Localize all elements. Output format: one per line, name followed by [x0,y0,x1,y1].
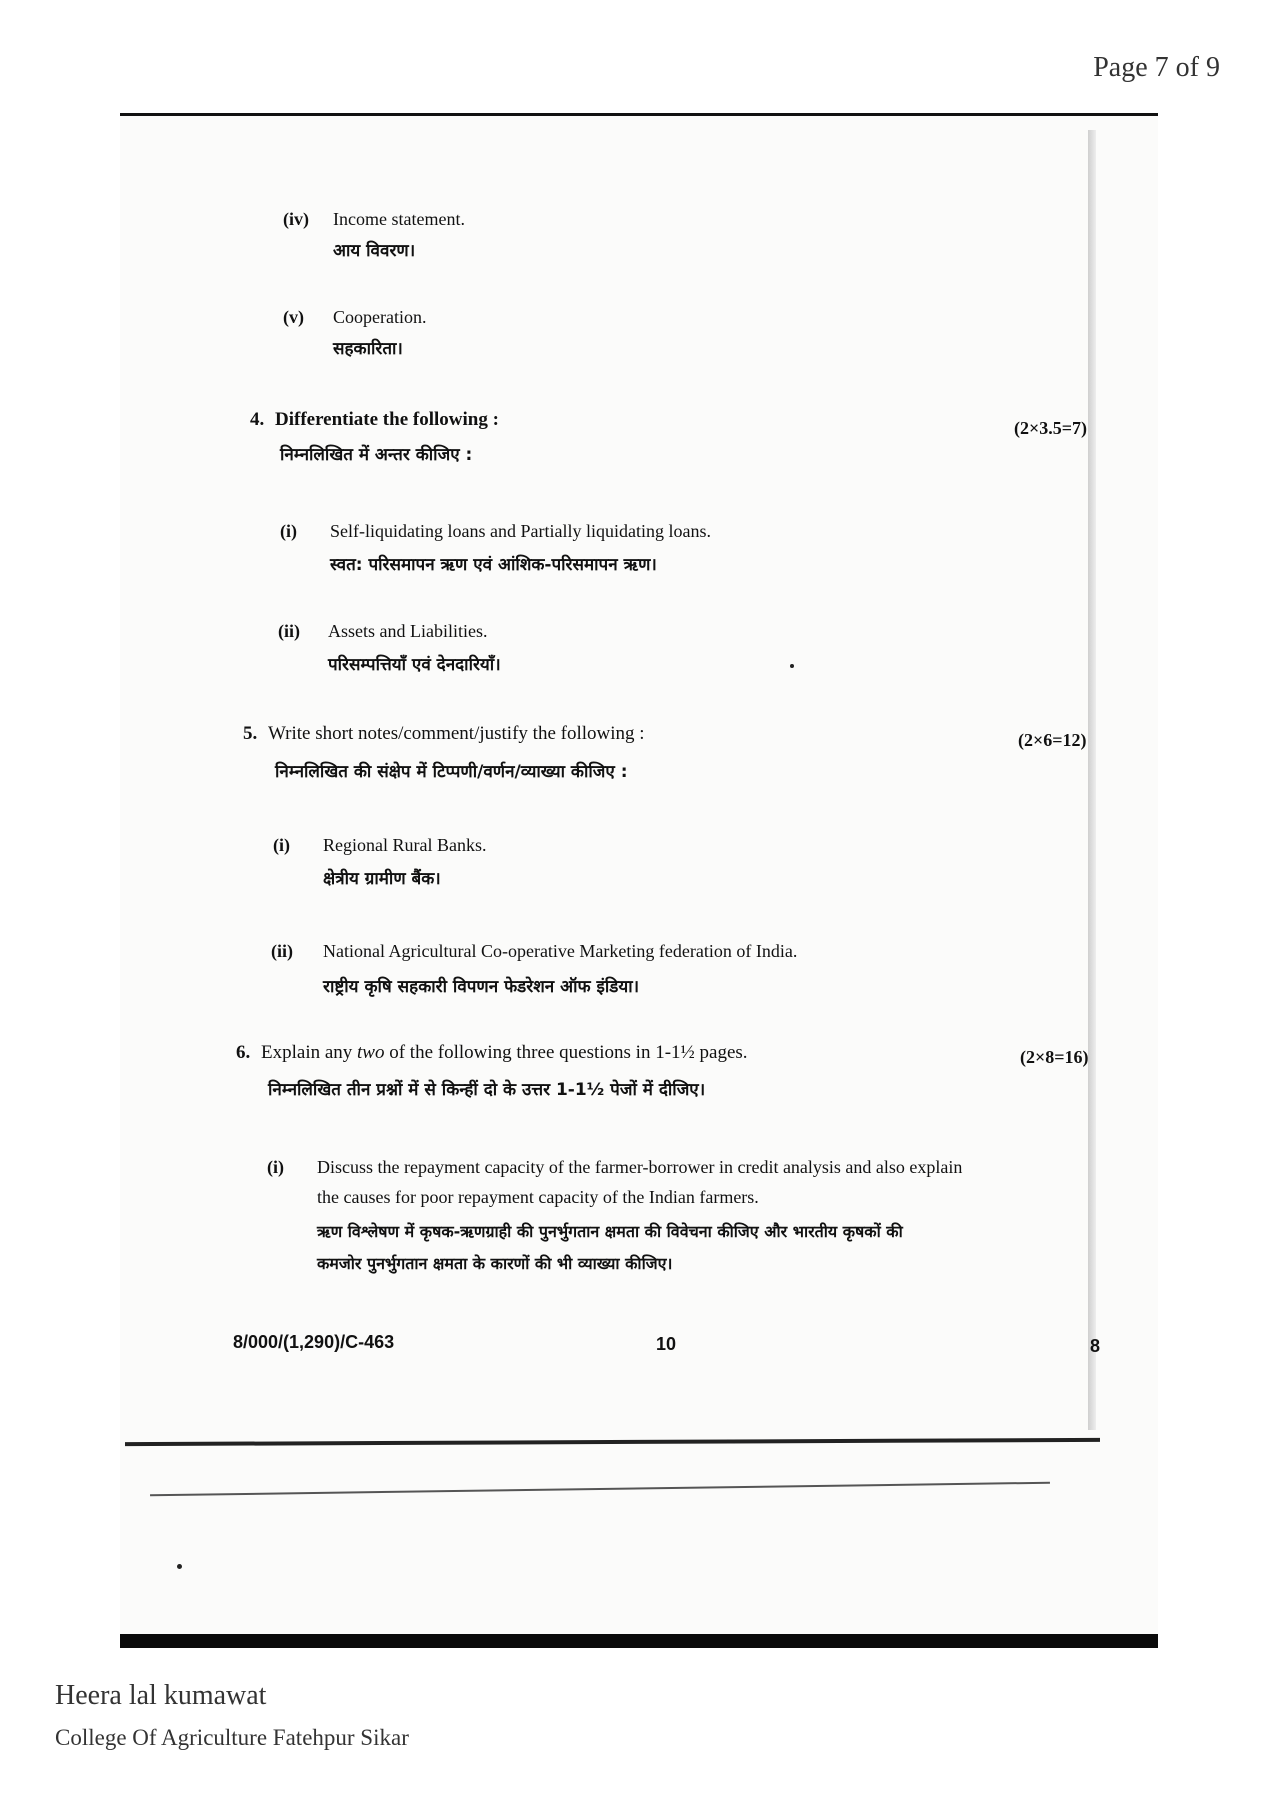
sub-text-en: National Agricultural Co-operative Marketing federation of India. [323,941,798,961]
paper-code: 8/000/(1,290)/C-463 [233,1332,395,1352]
scan-speck [790,664,794,668]
item-label: (iv) [283,209,309,229]
sub-label: (i) [273,835,290,855]
sub-label: (ii) [278,621,300,641]
item-text-en: Income statement. [333,209,465,229]
question-text-en-b: of the following three questions in 1-1½ pages. [384,1042,748,1063]
college-name: College Of Agriculture Fatehpur Sikar [55,1725,409,1750]
author-name: Heera lal kumawat [55,1680,267,1711]
item-text-en: Cooperation. [333,307,427,327]
question-number: 5. [243,723,258,744]
sub-text-hi-line1: ऋण विश्लेषण में कृषक-ऋणग्राही की पुनर्भुगतान क्षमता की विवेचना कीजिए और भारतीय कृषकों की [317,1222,903,1241]
bottom-rule [120,1634,1158,1648]
sub-label: (i) [280,521,297,541]
sub-text-en: Regional Rural Banks. [323,835,487,855]
scanned-page-number: 10 [656,1334,677,1354]
paper-edge [1088,130,1096,1430]
question-text-en-a: Explain any [261,1042,358,1063]
sub-label: (ii) [271,941,293,961]
scanned-page [120,116,1158,1634]
question-text-en: Differentiate the following : [275,409,499,430]
question-number: 6. [236,1042,251,1063]
sub-text-en: Assets and Liabilities. [328,621,488,641]
sub-text-hi: राष्ट्रीय कृषि सहकारी विपणन फेडरेशन ऑफ इंडिया। [323,977,640,997]
item-text-hi: सहकारिता। [333,339,403,359]
question-6 [236,1038,748,1068]
sub-text-hi: स्वत: परिसमापन ऋण एवं आंशिक-परिसमापन ऋण। [330,555,657,575]
question-text-en: Write short notes/comment/justify the following : [268,723,645,744]
question-text-hi: निम्नलिखित तीन प्रश्नों में से किन्हीं दो के उत्तर 1-1½ पेजों में दीजिए। [268,1080,706,1100]
sub-text-en: Self-liquidating loans and Partially liquidating loans. [330,521,711,541]
item-text-hi: आय विवरण। [333,241,416,261]
question-4 [250,405,499,435]
scanned-edge-number: 8 [1090,1336,1101,1356]
scan-speck [177,1564,182,1569]
question-marks: (2×8=16) [1020,1047,1089,1067]
question-marks: (2×3.5=7) [1014,418,1088,438]
page-number: Page 7 of 9 [1093,52,1220,83]
sub-text-hi-line2: कमजोर पुनर्भुगतान क्षमता के कारणों की भी व्याख्या कीजिए। [317,1254,673,1273]
question-marks: (2×6=12) [1018,730,1087,750]
sub-label: (i) [267,1157,284,1177]
question-5 [243,719,645,749]
item-label: (v) [283,307,304,327]
question-text-hi: निम्नलिखित की संक्षेप में टिप्पणी/वर्णन/व्याख्या कीजिए : [275,762,628,782]
sub-text-hi: परिसम्पत्तियाँ एवं देनदारियाँ। [328,655,501,675]
question-number: 4. [250,409,265,430]
question-text-hi: निम्नलिखित में अन्तर कीजिए : [280,445,473,465]
sub-text-en-line1: Discuss the repayment capacity of the farmer-borrower in credit analysis and also explain [317,1157,963,1177]
question-text-en-emphasis: two [357,1042,385,1063]
sub-text-en-line2: the causes for poor repayment capacity of the Indian farmers. [317,1187,759,1207]
sub-text-hi: क्षेत्रीय ग्रामीण बैंक। [323,869,441,889]
